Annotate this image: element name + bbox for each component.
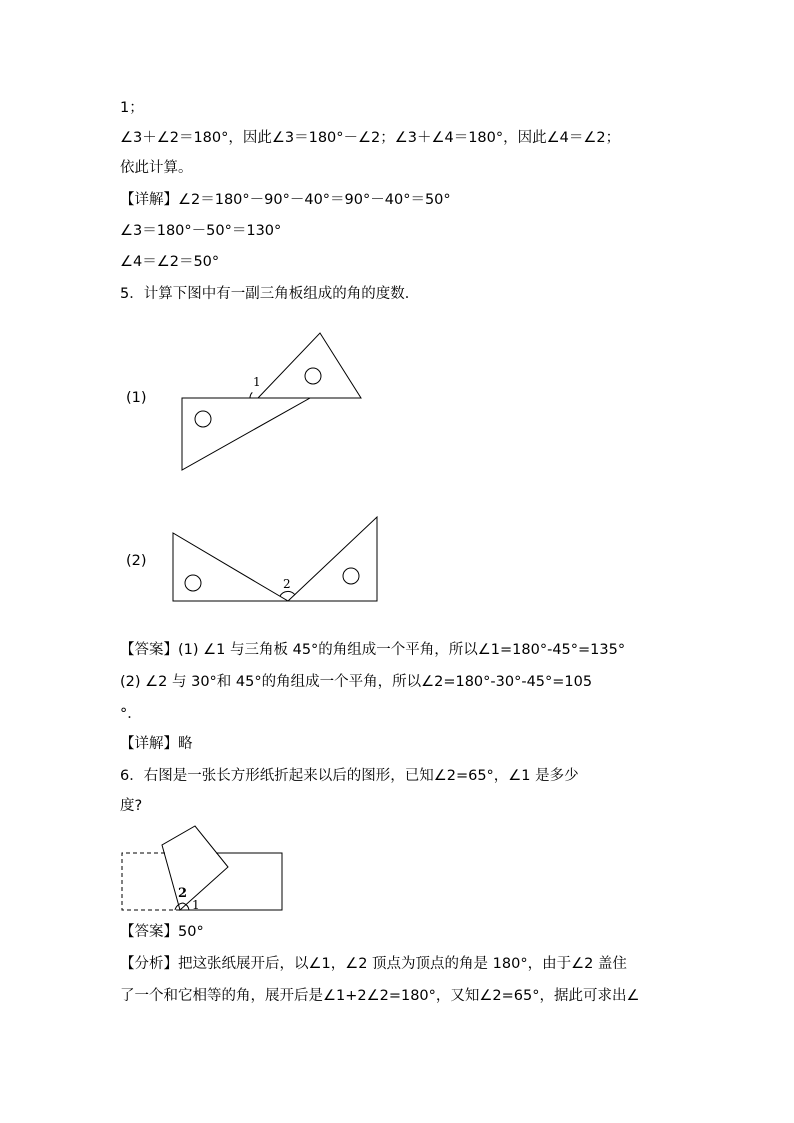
folded-paper-figure — [120, 825, 290, 915]
analysis-6-line-1: 【分析】把这张纸展开后，以∠1，∠2 顶点为顶点的角是 180°，由于∠2 盖住 — [120, 956, 627, 972]
text-line: 【详解】∠2＝180°－90°－40°＝90°－40°＝50° — [120, 192, 451, 208]
figure-2-label: (2) — [126, 553, 147, 569]
original-edge-dashed — [122, 853, 180, 910]
question-6-line-1: 6．右图是一张长方形纸折起来以后的图形，已知∠2=65°，∠1 是多少 — [120, 768, 579, 784]
triangle-hole — [343, 568, 359, 584]
question-6-line-2: 度? — [120, 798, 143, 814]
text-line: ∠3＋∠2＝180°，因此∠3＝180°－∠2；∠3＋∠4＝180°，因此∠4＝∠2； — [120, 130, 621, 146]
triangle-45 — [258, 333, 361, 398]
triangle-hole — [195, 411, 211, 427]
text-line: ∠3＝180°－50°＝130° — [120, 223, 282, 239]
answer-5-line-1: 【答案】(1) ∠1 与三角板 45°的角组成一个平角，所以∠1=180°-45°=135° — [120, 642, 626, 658]
angle-2-label: 2 — [283, 577, 291, 591]
answer-6: 【答案】50° — [120, 924, 204, 940]
answer-5-line-2: (2) ∠2 与 30°和 45°的角组成一个平角，所以∠2=180°-30°-45°=105 — [120, 674, 593, 690]
text-line: 1； — [120, 100, 144, 116]
angle-1-label: 1 — [192, 898, 200, 912]
figure-2-triangles — [170, 515, 380, 605]
figure-1-label: (1) — [126, 390, 147, 406]
text-line: ∠4＝∠2＝50° — [120, 254, 220, 270]
angle-2-arc — [280, 591, 295, 596]
text-line: 依此计算。 — [120, 160, 193, 176]
detail-5: 【详解】略 — [120, 736, 193, 752]
angle-2-label: 2 — [178, 886, 188, 901]
triangle-45 — [288, 517, 377, 601]
analysis-6-line-2: 了一个和它相等的角，展开后是∠1+2∠2=180°，又知∠2=65°，据此可求出∠ — [120, 988, 640, 1004]
question-5: 5．计算下图中有一副三角板组成的角的度数． — [120, 286, 420, 302]
triangle-30-60 — [182, 398, 310, 470]
angle-1-label: 1 — [253, 375, 261, 389]
triangle-hole — [305, 368, 321, 384]
triangle-hole — [185, 575, 201, 591]
angle-1-arc — [250, 392, 252, 398]
answer-5-line-3: °． — [120, 706, 142, 722]
figure-1-triangles — [170, 325, 370, 475]
